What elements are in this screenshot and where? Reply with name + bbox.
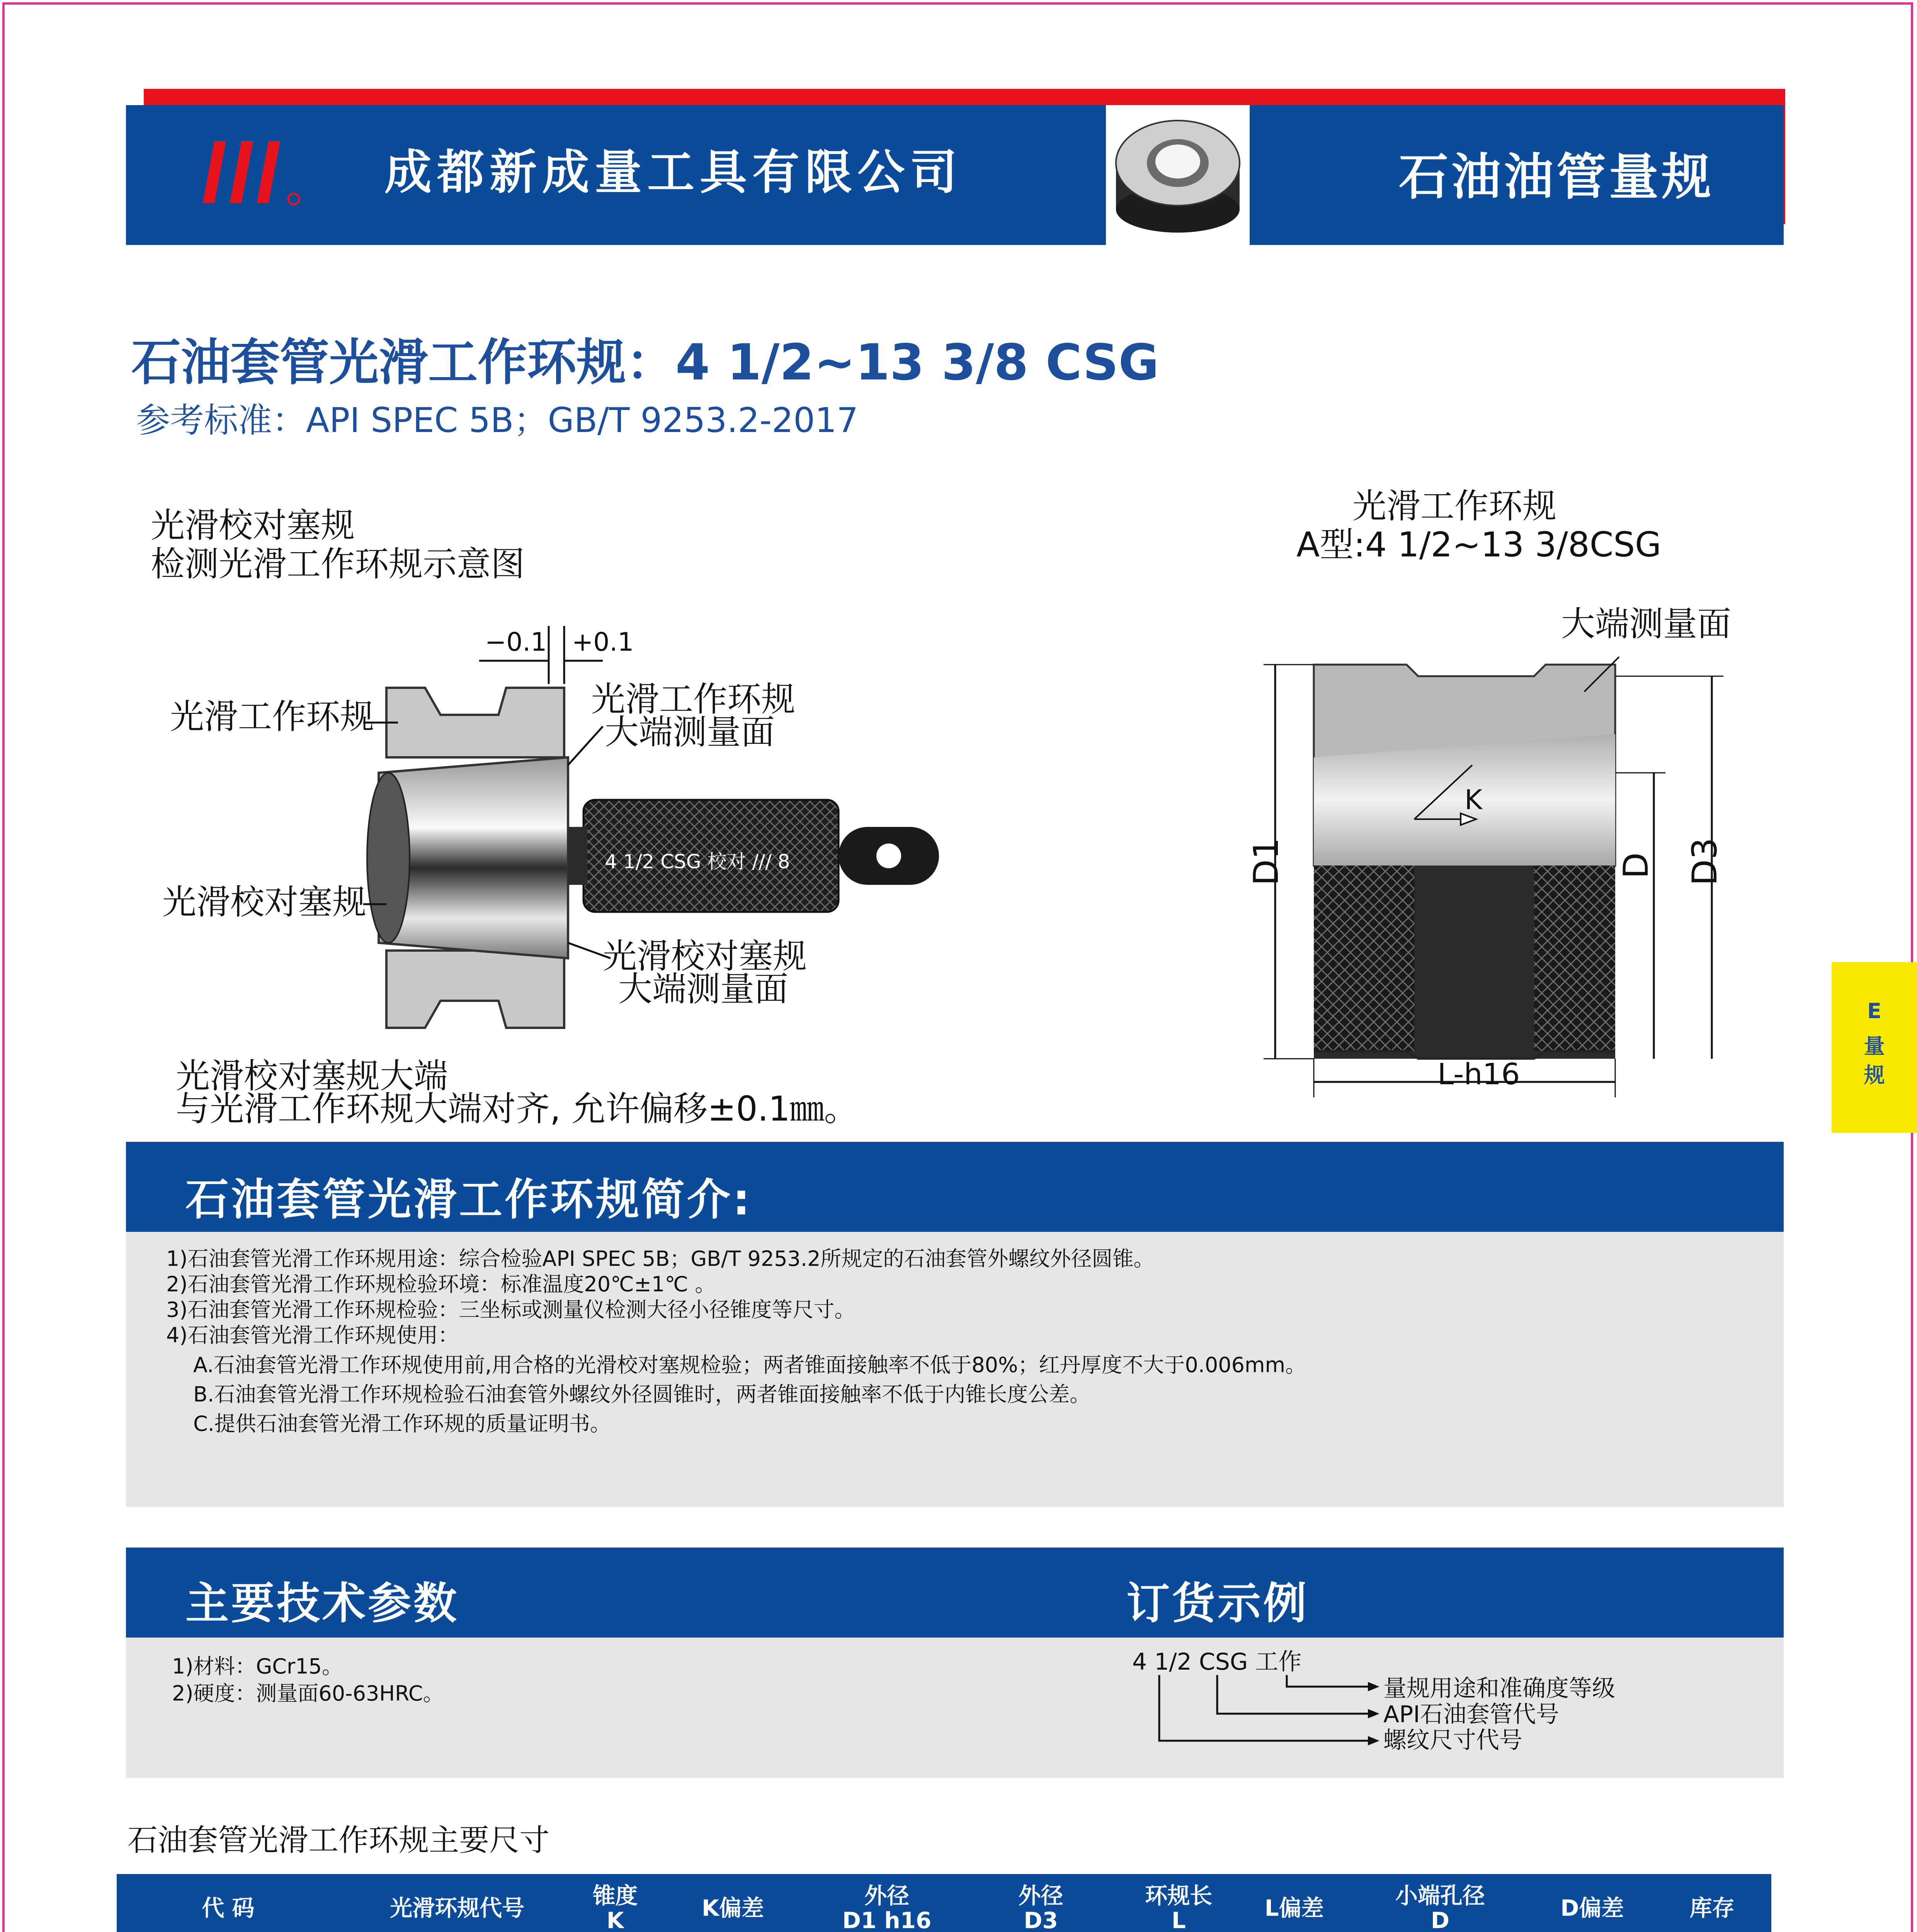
page-title: 石油套管光滑工作环规：4 1/2~13 3/8 CSG (131, 334, 1159, 391)
note-line-2: 与光滑工作环规大端对齐, 允许偏移±0.1㎜。 (176, 1089, 858, 1129)
table-caption: 石油套管光滑工作环规主要尺寸 (128, 1823, 550, 1858)
company-name: 成都新成量工具有限公司 (384, 145, 963, 200)
tab-letter: E (1867, 999, 1881, 1023)
table-header-row (117, 1874, 1771, 1932)
label-ring-face-1: 光滑工作环规 (591, 679, 796, 719)
col-header: 锥度 K (575, 1874, 656, 1932)
left-figure-caption-1: 光滑校对塞规 (151, 505, 355, 545)
tab-char-2: 规 (1864, 1063, 1885, 1087)
tab-char-1: 量 (1864, 1034, 1885, 1058)
intro-line: 3)石油套管光滑工作环规检验：三坐标或测量仪检测大径小径锥度等尺寸。 (166, 1298, 856, 1322)
section-tab (1832, 962, 1917, 1133)
label-ring-face-2: 大端测量面 (605, 712, 775, 752)
order-legend: API石油套管代号 (1383, 1701, 1559, 1728)
note-line-1: 光滑校对塞规大端 (176, 1056, 448, 1096)
intro-line: A.石油套管光滑工作环规使用前,用合格的光滑校对塞规检验；两者锥面接触率不低于80%；红丹厚度不大于0.006mm。 (193, 1353, 1306, 1377)
col-header: 代 码 (117, 1874, 340, 1932)
dim-d1: D1 (1246, 838, 1286, 886)
company-logo (199, 137, 315, 211)
intro-line: B.石油套管光滑工作环规检验石油套管外螺纹外径圆锥时，两者锥面接触率不低于内锥长度公差。 (193, 1382, 1091, 1406)
order-legend: 螺纹尺寸代号 (1383, 1727, 1522, 1754)
left-figure-caption-2: 检测光滑工作环规示意图 (151, 544, 525, 584)
tol-minus: −0.1 (485, 627, 547, 657)
order-example: 4 1/2 CSG 工作 (1132, 1648, 1302, 1675)
plug-marking: 4 1/2 CSG 校对 /// 8 (605, 850, 790, 873)
col-header: 库存 (1653, 1874, 1771, 1932)
col-header: 外径 D3 (964, 1874, 1118, 1932)
reference-standard: 参考标准：API SPEC 5B；GB/T 9253.2-2017 (136, 400, 859, 440)
param-line: 1)材料：GCr15。 (172, 1654, 343, 1679)
intro-line: 2)石油套管光滑工作环规检验环境：标准温度20℃±1℃ 。 (166, 1272, 716, 1296)
dim-d: D (1616, 852, 1656, 879)
intro-title: 石油套管光滑工作环规简介: (185, 1175, 752, 1225)
col-header: 环规长 L (1118, 1874, 1240, 1932)
label-ring: 光滑工作环规 (170, 697, 374, 736)
tol-plus: +0.1 (572, 627, 634, 657)
col-header: 小端孔径 D (1349, 1874, 1531, 1932)
label-large-face: 大端测量面 (1561, 604, 1732, 644)
label-plug-face-2: 大端测量面 (618, 969, 789, 1009)
order-diagram (1152, 1675, 1383, 1764)
ring-gauge-photo (1106, 105, 1250, 245)
label-plug-face-1: 光滑校对塞规 (603, 936, 807, 976)
header-category: 石油油管量规 (1399, 148, 1715, 206)
col-header: K偏差 (656, 1874, 810, 1932)
intro-line: 4)石油套管光滑工作环规使用： (166, 1323, 459, 1347)
right-figure-caption-1: 光滑工作环规 (1352, 486, 1557, 526)
order-legend: 量规用途和准确度等级 (1383, 1675, 1615, 1702)
intro-line: 1)石油套管光滑工作环规用途：综合检验API SPEC 5B；GB/T 9253.2所规定的石油套管外螺纹外径圆锥。 (166, 1247, 1155, 1271)
dimension-table (117, 1874, 1771, 1932)
intro-line: C.提供石油套管光滑工作环规的质量证明书。 (193, 1412, 611, 1436)
order-title: 订货示例 (1126, 1578, 1309, 1629)
col-header: 光滑环规代号 (340, 1874, 575, 1932)
dim-d3: D3 (1684, 838, 1725, 886)
right-figure-caption-2: A型:4 1/2~13 3/8CSG (1296, 525, 1662, 565)
dim-l: L-h16 (1437, 1057, 1520, 1091)
dim-k: K (1465, 784, 1482, 816)
col-header: L偏差 (1240, 1874, 1349, 1932)
label-plug: 光滑校对塞规 (162, 882, 367, 922)
param-line: 2)硬度：测量面60-63HRC。 (172, 1681, 444, 1706)
params-title: 主要技术参数 (185, 1578, 459, 1629)
col-header: 外径 D1 h16 (810, 1874, 964, 1932)
col-header: D偏差 (1531, 1874, 1653, 1932)
